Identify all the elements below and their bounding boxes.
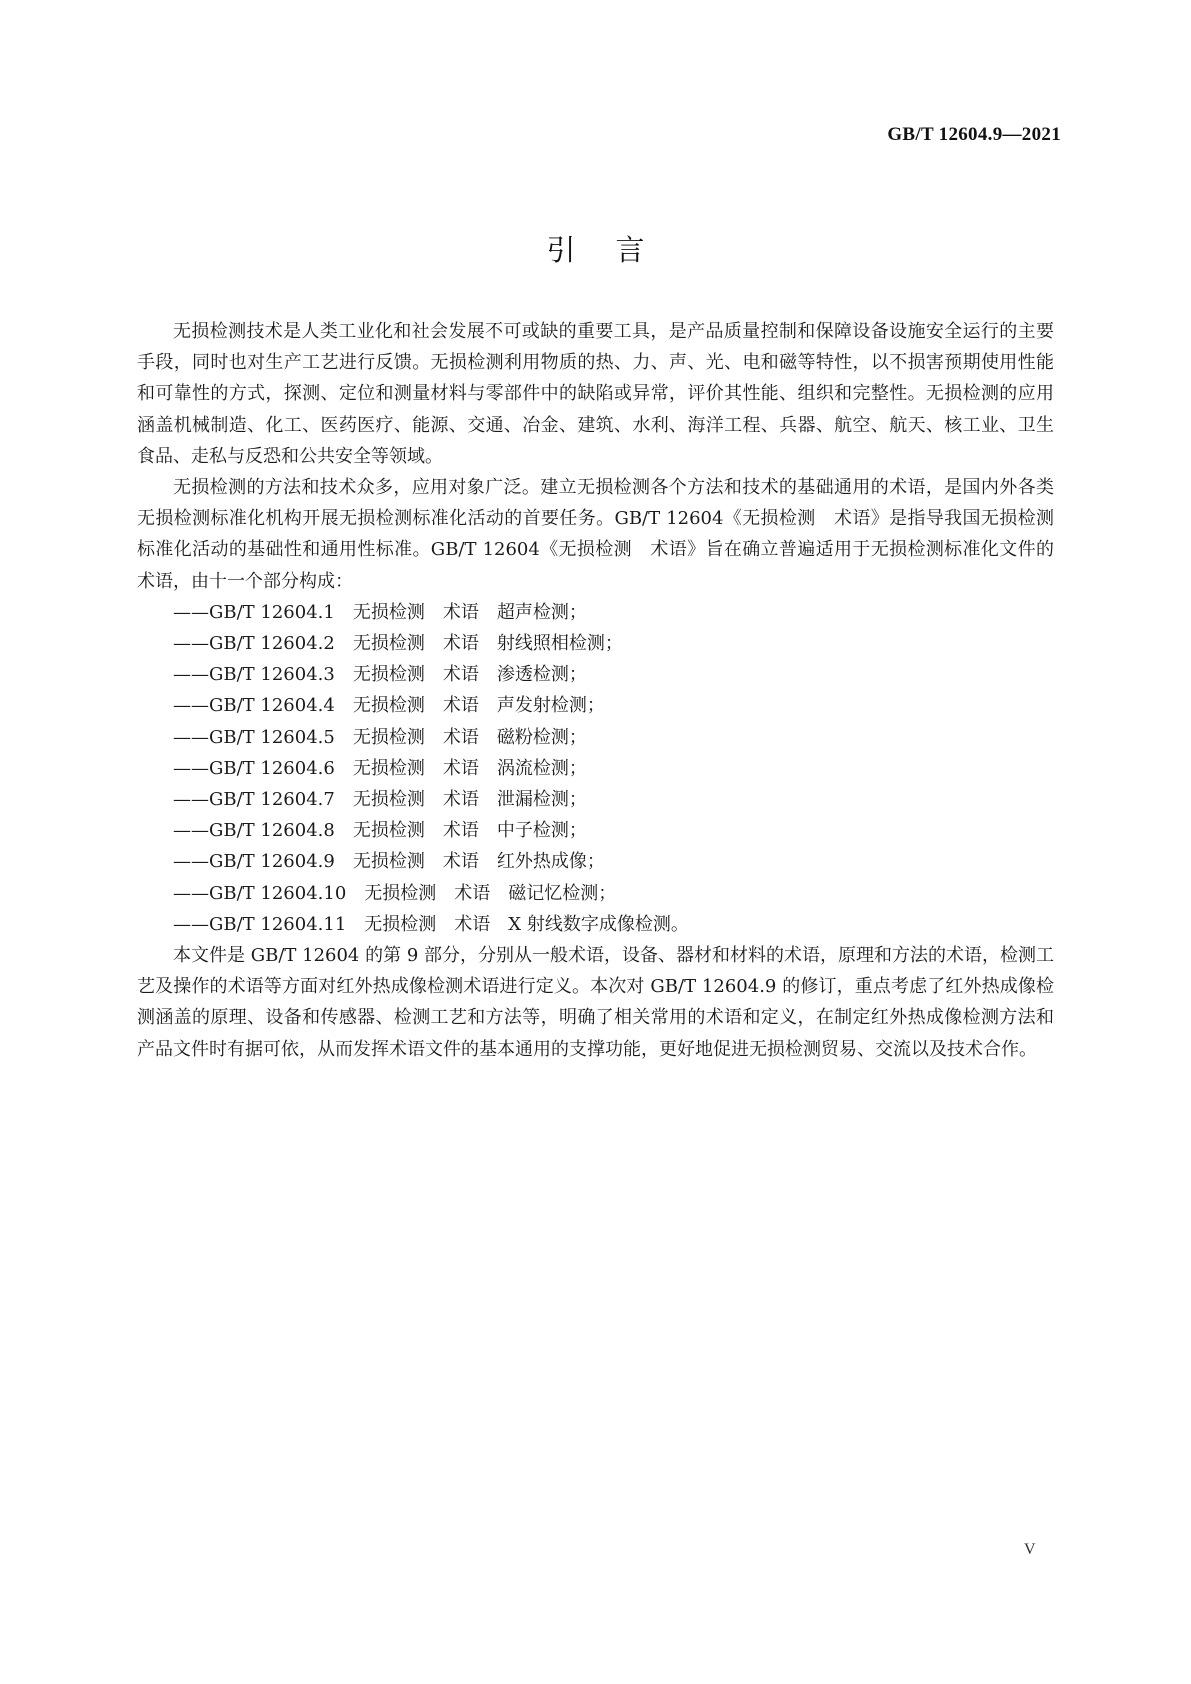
page-number: V bbox=[1024, 1541, 1036, 1558]
standard-code: GB/T 12604.9—2021 bbox=[887, 124, 1061, 145]
list-item: ——GB/T 12604.4 无损检测 术语 声发射检测； bbox=[173, 695, 605, 717]
paragraph-intro: 无损检测技术是人类工业化和社会发展不可或缺的重要工具，是产品质量控制和保障设备设施安全运行的主要手段，同时也对生产工艺进行反馈。无损检测利用物质的热、力、声、光、电和磁等特性，以不损害预期使用性能和可靠性的方式，探测、定位和测量材料与零部件中的缺陷或异常，评价其性能、组织和完整性。无损检测的应用涵盖机械制造、化工、医药医疗、能源、交通、冶金、建筑、水利、海洋工程、兵器、航空、航天、核工业、卫生食品、走私与反恐和公共安全等领域。 bbox=[137, 321, 1054, 467]
list-item: ——GB/T 12604.5 无损检测 术语 磁粉检测； bbox=[173, 726, 587, 748]
paragraph-scope: 本文件是 GB/T 12604 的第 9 部分，分别从一般术语，设备、器材和材料的术语，原理和方法的术语，检测工艺及操作的术语等方面对红外热成像检测术语进行定义。本次对 GB/T 12604.9 的修订，重点考虑了红外热成像检测涵盖的原理、设备和传感器、检测工艺和方法等，明确了相关常用的术语和定义，在制定红外热成像检测方法和产品文件时有据可依，从而发挥术语文件的基本通用的支撑功能，更好地促进无损检测贸易、交流以及技术合作。 bbox=[137, 945, 1054, 1060]
list-item: ——GB/T 12604.7 无损检测 术语 泄漏检测； bbox=[173, 789, 587, 811]
section-title: 引言 bbox=[546, 233, 685, 267]
list-item: ——GB/T 12604.8 无损检测 术语 中子检测； bbox=[173, 820, 587, 842]
list-item: ——GB/T 12604.9 无损检测 术语 红外热成像； bbox=[173, 851, 605, 873]
paragraph-methods: 无损检测的方法和技术众多，应用对象广泛。建立无损检测各个方法和技术的基础通用的术语，是国内外各类无损检测标准化机构开展无损检测标准化活动的首要任务。GB/T 12604《无损检测 术语》是指导我国无损检测标准化活动的基础性和通用性标准。GB/T 12604《无损检测 术语》旨在确立普遍适用于无损检测标准化文件的术语，由十一个部分构成： bbox=[137, 477, 1054, 592]
list-item: ——GB/T 12604.3 无损检测 术语 渗透检测； bbox=[173, 664, 587, 686]
list-item: ——GB/T 12604.11 无损检测 术语 X 射线数字成像检测。 bbox=[173, 913, 689, 935]
parts-list bbox=[137, 597, 1054, 940]
list-item: ——GB/T 12604.1 无损检测 术语 超声检测； bbox=[173, 601, 587, 623]
body-text bbox=[137, 316, 1054, 1065]
list-item: ——GB/T 12604.10 无损检测 术语 磁记忆检测； bbox=[173, 882, 617, 904]
list-item: ——GB/T 12604.6 无损检测 术语 涡流检测； bbox=[173, 757, 587, 779]
list-item: ——GB/T 12604.2 无损检测 术语 射线照相检测； bbox=[173, 633, 623, 655]
